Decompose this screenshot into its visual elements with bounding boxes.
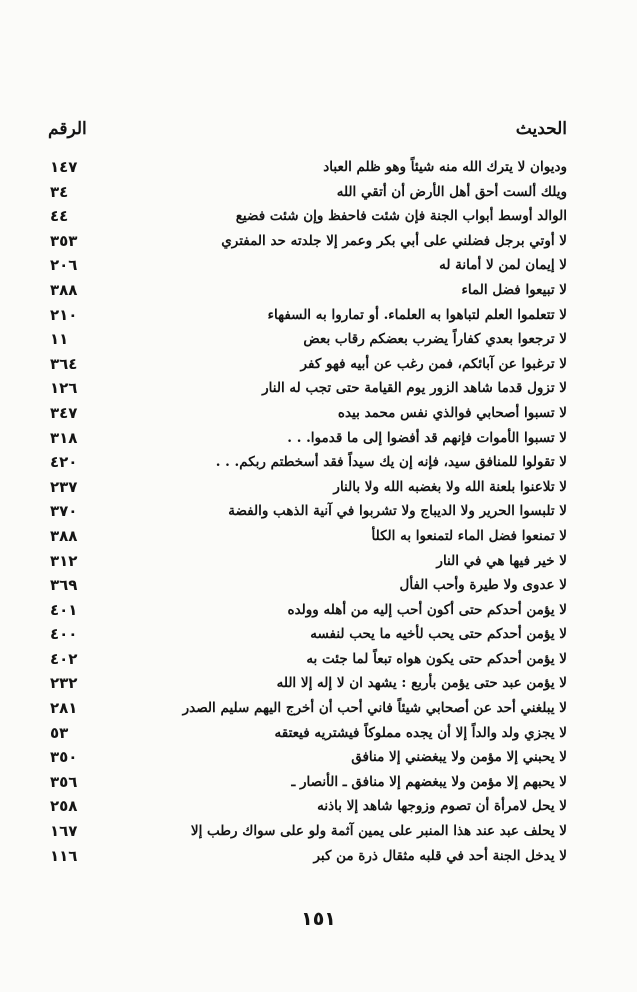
hadith-number: ٣٤ [50, 182, 69, 201]
hadith-number: ٣١٢ [50, 551, 78, 570]
index-row [0, 549, 637, 574]
index-row [0, 647, 637, 672]
hadith-number: ٤٠١ [50, 600, 78, 619]
index-row [0, 352, 637, 377]
hadith-number: ٣٥٣ [50, 231, 78, 250]
hadith-text: لا تزول قدما شاهد الزور يوم القيامة حتى تجب له النار [262, 380, 567, 397]
hadith-number: ٢٣٢ [50, 674, 78, 693]
index-row [0, 671, 637, 696]
hadith-number: ٢٥٨ [50, 797, 78, 816]
index-row [0, 450, 637, 475]
hadith-number: ٣١٨ [50, 428, 78, 447]
index-row [0, 794, 637, 819]
index-row [0, 229, 637, 254]
hadith-text: لا تسبوا أصحابي فوالذي نفس محمد بيده [337, 404, 567, 421]
hadith-text: لا تبيعوا فضل الماء [461, 281, 567, 298]
index-row [0, 401, 637, 426]
hadith-text: لا يؤمن عبد حتى يؤمن بأربع : يشهد ان لا إله إلا الله [276, 675, 567, 692]
index-row [0, 376, 637, 401]
index-row [0, 253, 637, 278]
index-row [0, 770, 637, 795]
index-row [0, 475, 637, 500]
hadith-number: ٤٤ [50, 207, 69, 226]
page-number: ١٥١ [301, 908, 336, 930]
hadith-text: لا إيمان لمن لا أمانة له [439, 257, 567, 274]
hadith-number: ٣٥٠ [50, 748, 78, 767]
hadith-text: لا خير فيها هي في النار [436, 552, 567, 569]
index-row [0, 745, 637, 770]
hadith-text: لا يدخل الجنة أحد في قلبه مثقال ذرة من كبر [313, 847, 567, 864]
hadith-text: لا يجزي ولد والداً إلا أن يجده مملوكاً فيشتريه فيعتقه [274, 724, 567, 741]
hadith-text: لا يحبهم إلا مؤمن ولا يبغضهم إلا منافق ـ الأنصار ـ [291, 773, 567, 790]
hadith-number: ٣٥٦ [50, 772, 78, 791]
index-row [0, 278, 637, 303]
hadith-column-header: الحديث [515, 119, 567, 139]
hadith-text: لا يؤمن أحدكم حتى يكون هواه تبعاً لما جئت به [306, 650, 567, 667]
hadith-number: ١١ [50, 330, 69, 349]
hadith-number: ٣٦٤ [50, 354, 78, 373]
hadith-number: ١٢٦ [50, 379, 78, 398]
index-row [0, 844, 637, 869]
hadith-text: وديوان لا يترك الله منه شيئاً وهو ظلم العباد [323, 159, 567, 175]
index-row [0, 598, 637, 623]
hadith-text: لا تسبوا الأموات فإنهم قد أفضوا إلى ما قدموا. . . [287, 429, 567, 446]
index-row [0, 696, 637, 721]
index-row [0, 721, 637, 746]
index-row [0, 204, 637, 229]
hadith-text: لا ترجعوا بعدي كفاراً يضرب بعضكم رقاب بعض [303, 331, 567, 348]
hadith-text: لا عدوى ولا طيرة وأحب الفأل [399, 577, 567, 594]
hadith-number: ١٦٧ [50, 822, 78, 841]
hadith-text: لا تلبسوا الحرير ولا الديباج ولا تشربوا في آنية الذهب والفضة [228, 503, 567, 520]
hadith-text: لا تمنعوا فضل الماء لتمنعوا به الكلأ [371, 527, 567, 544]
hadith-number: ٣٤٧ [50, 403, 78, 422]
index-row [0, 499, 637, 524]
hadith-text: لا تلاعنوا بلعنة الله ولا بغضبه الله ولا بالنار [333, 478, 567, 495]
hadith-text: لا يبلغني أحد عن أصحابي شيئاً فاني أحب أن أخرج اليهم سليم الصدر [182, 700, 567, 717]
hadith-number: ٤٠٠ [50, 625, 78, 644]
hadith-text: لا يؤمن أحدكم حتى يحب لأخيه ما يحب لنفسه [310, 626, 567, 643]
hadith-number: ١٤٧ [50, 158, 78, 176]
index-row [0, 573, 637, 598]
hadith-number: ٣٦٩ [50, 576, 78, 595]
hadith-number: ٣٨٨ [50, 280, 78, 299]
index-list [0, 155, 637, 868]
hadith-text: لا يحل لامرأة أن تصوم وزوجها شاهد إلا باذنه [317, 798, 567, 815]
hadith-text: لا أوتي برجل فضلني على أبي بكر وعمر إلا جلدته حد المفتري [221, 232, 567, 249]
index-row [0, 819, 637, 844]
index-row [0, 426, 637, 451]
hadith-number: ١١٦ [50, 846, 78, 865]
hadith-number: ٤٢٠ [50, 453, 78, 472]
hadith-text: لا تتعلموا العلم لتباهوا به العلماء. أو تماروا به السفهاء [267, 306, 567, 323]
index-row [0, 327, 637, 352]
hadith-text: لا ترغبوا عن آبائكم، فمن رغب عن أبيه فهو كفر [300, 355, 567, 372]
index-row [0, 180, 637, 205]
hadith-number: ٢١٠ [50, 305, 78, 324]
hadith-number: ٢٣٧ [50, 477, 78, 496]
hadith-number: ٢٠٦ [50, 256, 78, 275]
hadith-number: ٣٨٨ [50, 526, 78, 545]
hadith-text: لا تقولوا للمنافق سيد، فإنه إن يك سيداً فقد أسخطتم ربكم. . . [215, 454, 567, 471]
hadith-number: ٥٣ [50, 723, 69, 742]
hadith-number: ٢٨١ [50, 699, 78, 718]
hadith-text: لا يحلف عبد عند هذا المنبر على يمين آثمة ولو على سواك رطب إلا [190, 823, 567, 840]
index-row [0, 524, 637, 549]
number-column-header: الرقم [48, 119, 87, 139]
index-row [0, 155, 637, 180]
index-row [0, 303, 637, 328]
hadith-number: ٣٧٠ [50, 502, 78, 521]
hadith-text: لا يؤمن أحدكم حتى أكون أحب إليه من أهله وولده [287, 601, 567, 618]
hadith-text: الوالد أوسط أبواب الجنة فإن شئت فاحفظ وإن شئت فضيع [235, 208, 567, 225]
hadith-text: ويلك ألست أحق أهل الأرض أن أتقي الله [336, 183, 567, 200]
index-row [0, 622, 637, 647]
hadith-number: ٤٠٢ [50, 649, 78, 668]
hadith-text: لا يحبني إلا مؤمن ولا يبغضني إلا منافق [351, 749, 567, 766]
